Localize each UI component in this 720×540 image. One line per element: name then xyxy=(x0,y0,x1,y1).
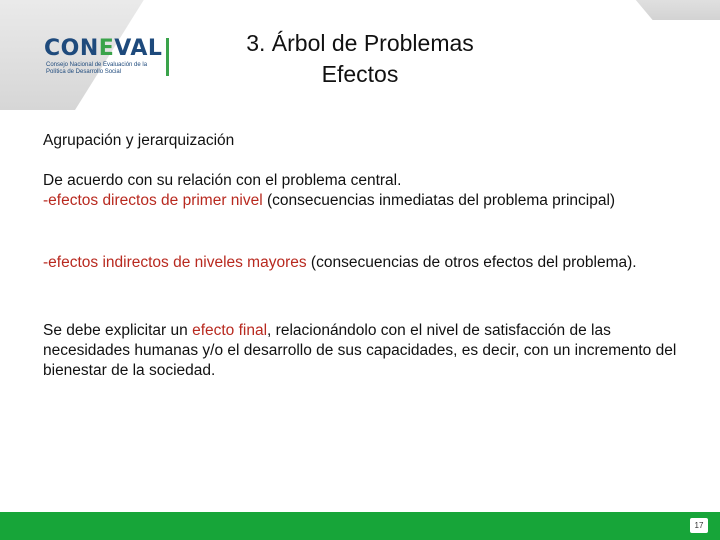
page-number: 17 xyxy=(690,518,708,533)
p2-highlight: -efectos indirectos de niveles mayores xyxy=(43,254,307,271)
slide-title-line2: Efectos xyxy=(321,61,399,87)
logo-subtitle: Consejo Nacional de Evaluación de la Política de Desarrollo Social xyxy=(46,62,148,75)
p2-rest: (consecuencias de otros efectos del problema). xyxy=(306,254,637,271)
logo-wordmark xyxy=(44,36,162,61)
p3-highlight: efecto final xyxy=(192,322,268,339)
logo-wordmark-right: VAL xyxy=(114,36,163,61)
p1-lead: De acuerdo con su relación con el problema central. xyxy=(43,172,402,189)
p3-end: , relacionándolo con el nivel de satisfacción de las necesidades humanas y/o el desarrollo de sus capacidades, es decir, con un incremento del bienestar de la sociedad. xyxy=(43,322,677,379)
logo-divider xyxy=(166,38,169,76)
paragraph-final-effect xyxy=(43,321,683,381)
p1-highlight: -efectos directos de primer nivel xyxy=(43,192,263,209)
logo-wordmark-left: CON xyxy=(44,36,99,61)
slide-title-line1: 3. Árbol de Problemas xyxy=(246,30,474,56)
p1-rest: (consecuencias inmediatas del problema principal) xyxy=(262,192,616,209)
coneval-logo xyxy=(44,36,174,82)
paragraph-indirect-effects xyxy=(43,253,637,273)
section-heading: Agrupación y jerarquización xyxy=(43,132,235,149)
slide-title xyxy=(180,28,540,90)
p3-start: Se debe explicitar un xyxy=(43,322,193,339)
footer-bar xyxy=(0,512,720,540)
logo-wordmark-accent: E xyxy=(98,36,115,61)
corner-decoration-right xyxy=(627,0,720,20)
paragraph-direct-effects xyxy=(43,171,615,211)
